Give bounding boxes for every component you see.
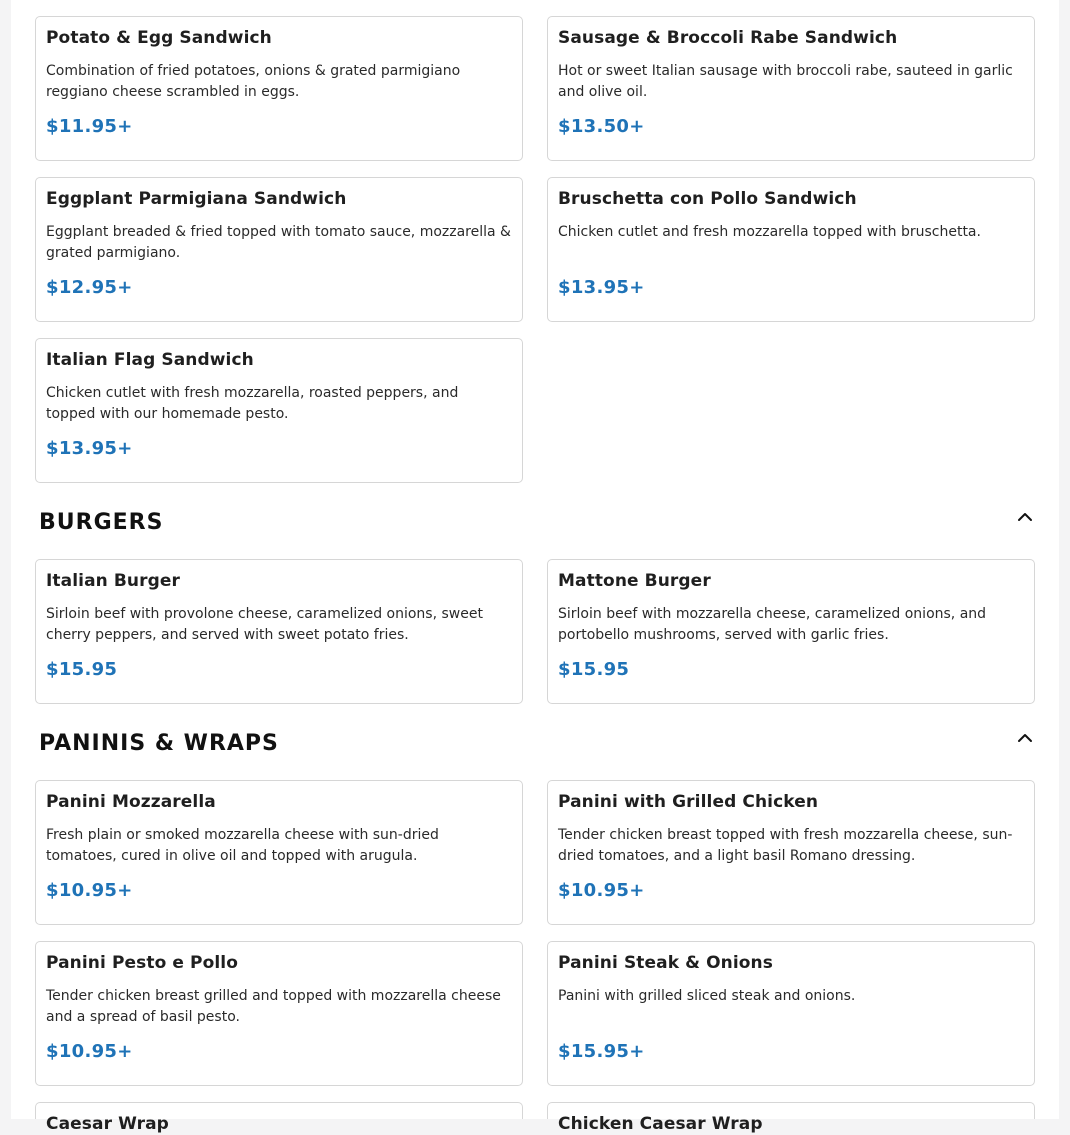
menu-item-name: Panini with Grilled Chicken bbox=[558, 792, 819, 812]
menu-item-price: $10.95+ bbox=[46, 1041, 133, 1062]
menu-item-name: Potato & Egg Sandwich bbox=[46, 28, 272, 48]
menu-item-name: Panini Steak & Onions bbox=[558, 953, 773, 973]
menu-item-price: $15.95 bbox=[46, 659, 118, 680]
menu-item-name: Bruschetta con Pollo Sandwich bbox=[558, 189, 857, 209]
menu-item-price: $15.95 bbox=[558, 659, 630, 680]
menu-item-description: Hot or sweet Italian sausage with broccoli rabe, sauteed in garlic and olive oil. bbox=[558, 63, 1013, 100]
menu-item-description: Fresh plain or smoked mozzarella cheese with sun-dried tomatoes, cured in olive oil and topped with arugula. bbox=[46, 827, 439, 864]
menu-item-card[interactable] bbox=[547, 559, 1035, 704]
section-title-burgers: BURGERS bbox=[39, 510, 164, 535]
menu-item-card[interactable] bbox=[35, 338, 523, 483]
menu-item-card[interactable] bbox=[35, 559, 523, 704]
menu-item-card[interactable] bbox=[35, 16, 523, 161]
menu-item-name: Italian Burger bbox=[46, 571, 180, 591]
menu-item-price: $10.95+ bbox=[46, 880, 133, 901]
section-title-paninis-wraps: PANINIS & WRAPS bbox=[39, 731, 279, 756]
menu-item-description: Tender chicken breast topped with fresh mozzarella cheese, sun-dried tomatoes, and a light basil Romano dressing. bbox=[558, 827, 1013, 864]
menu-item-name: Sausage & Broccoli Rabe Sandwich bbox=[558, 28, 898, 48]
menu-item-description: Combination of fried potatoes, onions & grated parmigiano reggiano cheese scrambled in eggs. bbox=[46, 63, 461, 100]
menu-item-card[interactable] bbox=[547, 177, 1035, 322]
menu-item-price: $13.50+ bbox=[558, 116, 645, 137]
menu-item-price: $13.95+ bbox=[46, 438, 133, 459]
menu-item-description: Chicken cutlet with fresh mozzarella, roasted peppers, and topped with our homemade pesto. bbox=[46, 385, 459, 422]
menu-item-price: $15.95+ bbox=[558, 1041, 645, 1062]
menu-item-price: $12.95+ bbox=[46, 277, 133, 298]
menu-item-name: Italian Flag Sandwich bbox=[46, 350, 254, 370]
menu-item-description: Sirloin beef with provolone cheese, caramelized onions, sweet cherry peppers, and served with sweet potato fries. bbox=[46, 606, 483, 643]
chevron-up-icon[interactable] bbox=[1014, 506, 1036, 528]
menu-item-card[interactable] bbox=[547, 1102, 1035, 1134]
menu-item-description: Tender chicken breast grilled and topped with mozzarella cheese and a spread of basil pesto. bbox=[46, 988, 501, 1025]
menu-item-name: Chicken Caesar Wrap bbox=[558, 1114, 763, 1134]
menu-item-card[interactable] bbox=[547, 16, 1035, 161]
menu-item-description: Panini with grilled sliced steak and onions. bbox=[558, 988, 856, 1004]
menu-item-price: $13.95+ bbox=[558, 277, 645, 298]
menu-item-name: Panini Pesto e Pollo bbox=[46, 953, 239, 973]
menu-item-card[interactable] bbox=[547, 780, 1035, 925]
menu-item-name: Eggplant Parmigiana Sandwich bbox=[46, 189, 347, 209]
chevron-up-icon[interactable] bbox=[1014, 727, 1036, 749]
menu-item-name: Caesar Wrap bbox=[46, 1114, 169, 1134]
menu-item-card[interactable] bbox=[35, 941, 523, 1086]
menu-item-price: $10.95+ bbox=[558, 880, 645, 901]
menu-item-card[interactable] bbox=[35, 780, 523, 925]
menu-item-name: Panini Mozzarella bbox=[46, 792, 216, 812]
menu-item-card[interactable] bbox=[35, 1102, 523, 1134]
menu-item-card[interactable] bbox=[35, 177, 523, 322]
menu-item-description: Sirloin beef with mozzarella cheese, caramelized onions, and portobello mushrooms, served with garlic fries. bbox=[558, 606, 987, 643]
menu-item-description: Chicken cutlet and fresh mozzarella topped with bruschetta. bbox=[558, 224, 981, 240]
menu-item-card[interactable] bbox=[547, 941, 1035, 1086]
menu-item-name: Mattone Burger bbox=[558, 571, 711, 591]
menu-page bbox=[11, 0, 1059, 1134]
menu-item-price: $11.95+ bbox=[46, 116, 133, 137]
menu-item-description: Eggplant breaded & fried topped with tomato sauce, mozzarella & grated parmigiano. bbox=[46, 224, 511, 261]
